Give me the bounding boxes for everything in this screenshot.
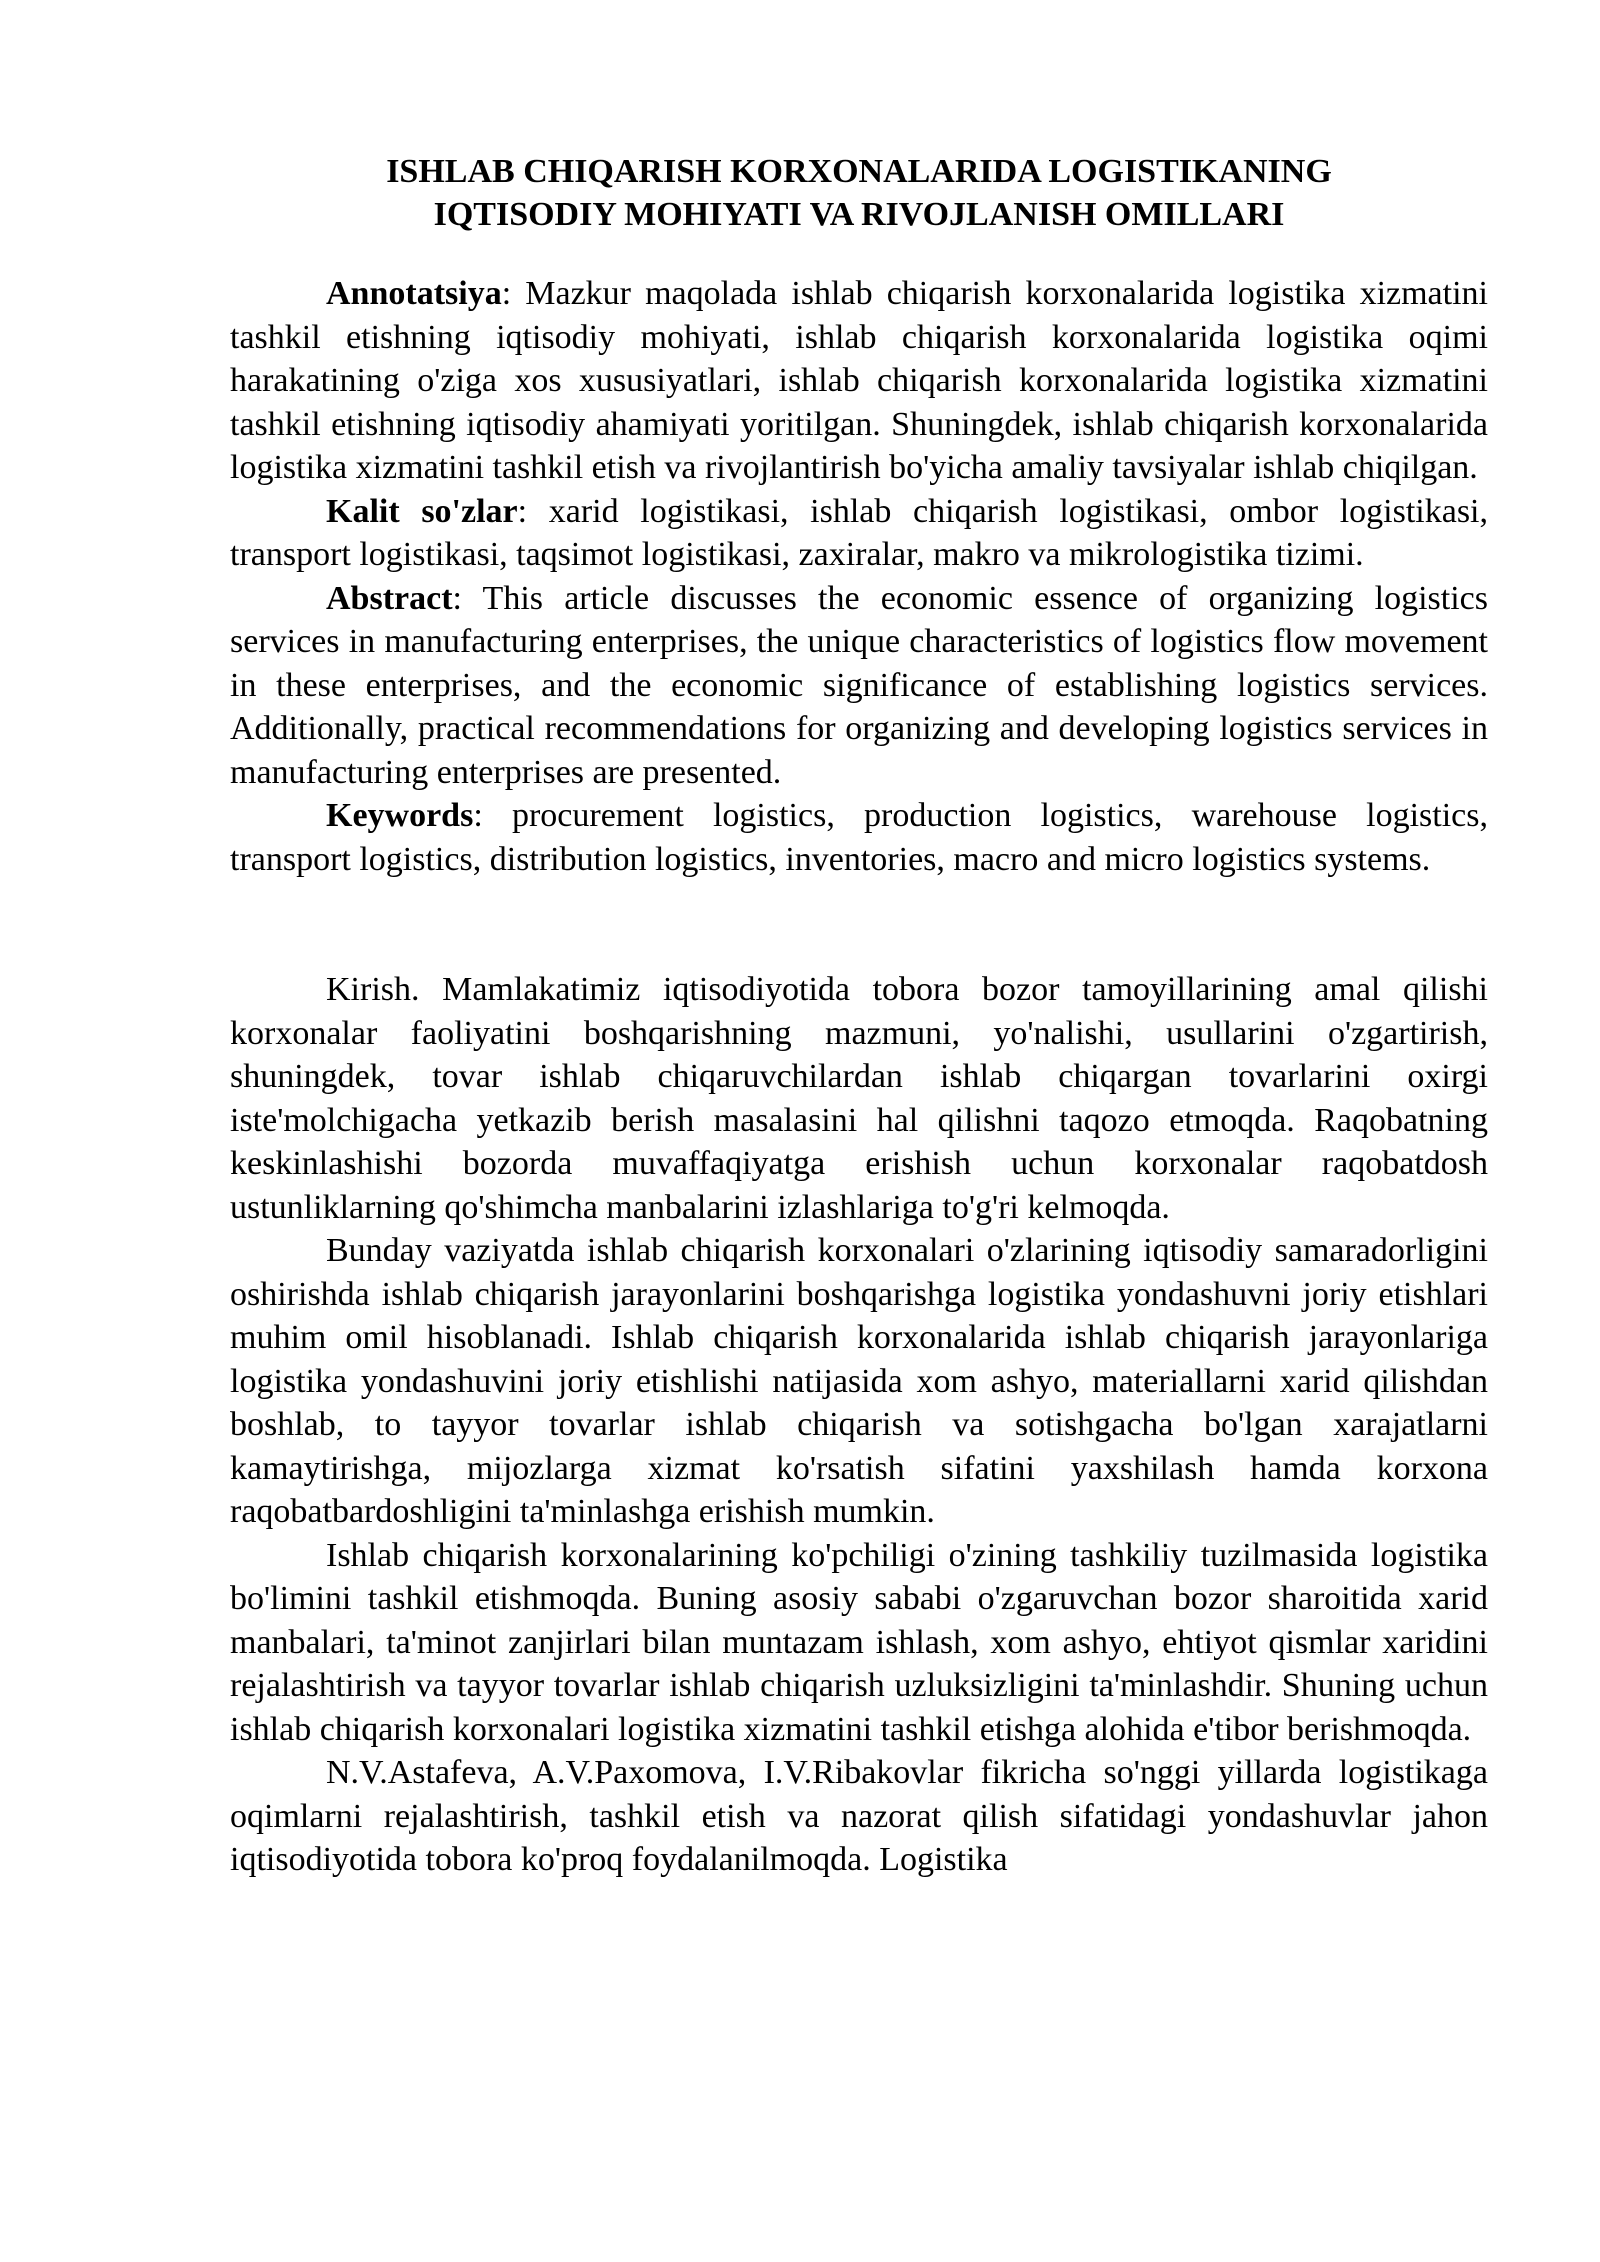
- annotation-paragraph: [230, 272, 1488, 490]
- kalit-sozlar-text: : xarid logistikasi, ishlab chiqarish logistikasi, ombor logistikasi, transport logistikasi, taqsimot logistikasi, zaxiralar, makro va mikrologistika tizimi.: [230, 492, 1488, 573]
- abstract-text: : This article discusses the economic essence of organizing logistics services in manufacturing enterprises, the unique characteristics of logistics flow movement in these enterprises, and the economic significance of establishing logistics services. Additionally, practical recommendations for organizing and developing logistics services in manufacturing enterprises are presented.: [230, 579, 1488, 791]
- body-paragraph-4: N.V.Astafeva, A.V.Paxomova, I.V.Ribakovlar fikricha so'nggi yillarda logistikaga oqimlarni rejalashtirish, tashkil etish va nazorat qilish sifatidagi yondashuvlar jahon iqtisodiyotida tobora ko'proq foydalanilmoqda. Logistika: [230, 1754, 1488, 1878]
- article-title: [230, 150, 1488, 236]
- title-line-2: IQTISODIY MOHIYATI VA RIVOJLANISH OMILLARI: [433, 196, 1285, 233]
- keywords-label: Keywords: [326, 797, 474, 834]
- abstract-paragraph: [230, 577, 1488, 795]
- annotation-text: : Mazkur maqolada ishlab chiqarish korxonalarida logistika xizmatini tashkil etishning iqtisodiy mohiyati, ishlab chiqarish korxonalarida logistika oqimi harakatining o'ziga xos xususiyatlari, ishlab chiqarish korxonalarida logistika xizmatini tashkil etishning iqtisodiy ahamiyati yoritilgan. Shuningdek, ishlab chiqarish korxonalarida logistika xizmatini tashkil etish va rivojlantirish bo'yicha amaliy tavsiyalar ishlab chiqilgan.: [230, 275, 1488, 486]
- keywords-paragraph: [230, 794, 1488, 881]
- keywords-text: : procurement logistics, production logistics, warehouse logistics, transport logistics, distribution logistics, inventories, macro and micro logistics systems.: [230, 797, 1488, 878]
- kalit-sozlar-paragraph: [230, 490, 1488, 577]
- title-line-1: ISHLAB CHIQARISH KORXONALARIDA LOGISTIKANING: [386, 153, 1332, 190]
- body-paragraph-3: Ishlab chiqarish korxonalarining ko'pchiligi o'zining tashkiliy tuzilmasida logistika bo'limini tashkil etishmoqda. Buning asosiy sababi o'zgaruvchan bozor sharoitida xarid manbalari, ta'minot zanjirlari bilan muntazam ishlash, xom ashyo, ehtiyot qismlar xaridini rejalashtirish va tayyor tovarlar ishlab chiqarish uzluksizligini ta'minlashdir. Shuning uchun ishlab chiqarish korxonalari logistika xizmatini tashkil etishga alohida e'tibor berishmoqda.: [230, 1536, 1488, 1748]
- body-paragraph-2: Bunday vaziyatda ishlab chiqarish korxonalari o'zlarining iqtisodiy samaradorligini oshirishda ishlab chiqarish jarayonlarini boshqarishga logistika yondashuvni joriy etishlari muhim omil hisoblanadi. Ishlab chiqarish korxonalarida ishlab chiqarish jarayonlariga logistika yondashuvini joriy etishlishi natijasida xom ashyo, materiallarni xarid qilishdan boshlab, to tayyor tovarlar ishlab chiqarish va sotishgacha bo'lgan xarajatlarni kamaytirishga, mijozlarga xizmat ko'rsatish sifatini yaxshilash hamda korxona raqobatbardoshligini ta'minlashga erishish mumkin.: [230, 1232, 1488, 1530]
- abstract-label: Abstract: [326, 579, 453, 617]
- section-gap: [230, 881, 1488, 968]
- annotation-label: Annotatsiya: [326, 275, 502, 312]
- body-paragraph-intro: Kirish. Mamlakatimiz iqtisodiyotida tobora bozor tamoyillarining amal qilishi korxonalar faoliyatini boshqarishning mazmuni, yo'nalishi, usullarini o'zgartirish, shuningdek, tovar ishlab chiqaruvchilardan ishlab chiqargan tovarlarini oxirgi iste'molchigacha yetkazib berish masalasini hal qilishni taqozo etmoqda. Raqobatning keskinlashishi bozorda muvaffaqiyatga erishish uchun korxonalar raqobatdosh ustunliklarning qo'shimcha manbalarini izlashlariga to'g'ri kelmoqda.: [230, 971, 1488, 1226]
- document-page: [230, 150, 1488, 1882]
- kalit-sozlar-label: Kalit so'zlar: [326, 492, 518, 530]
